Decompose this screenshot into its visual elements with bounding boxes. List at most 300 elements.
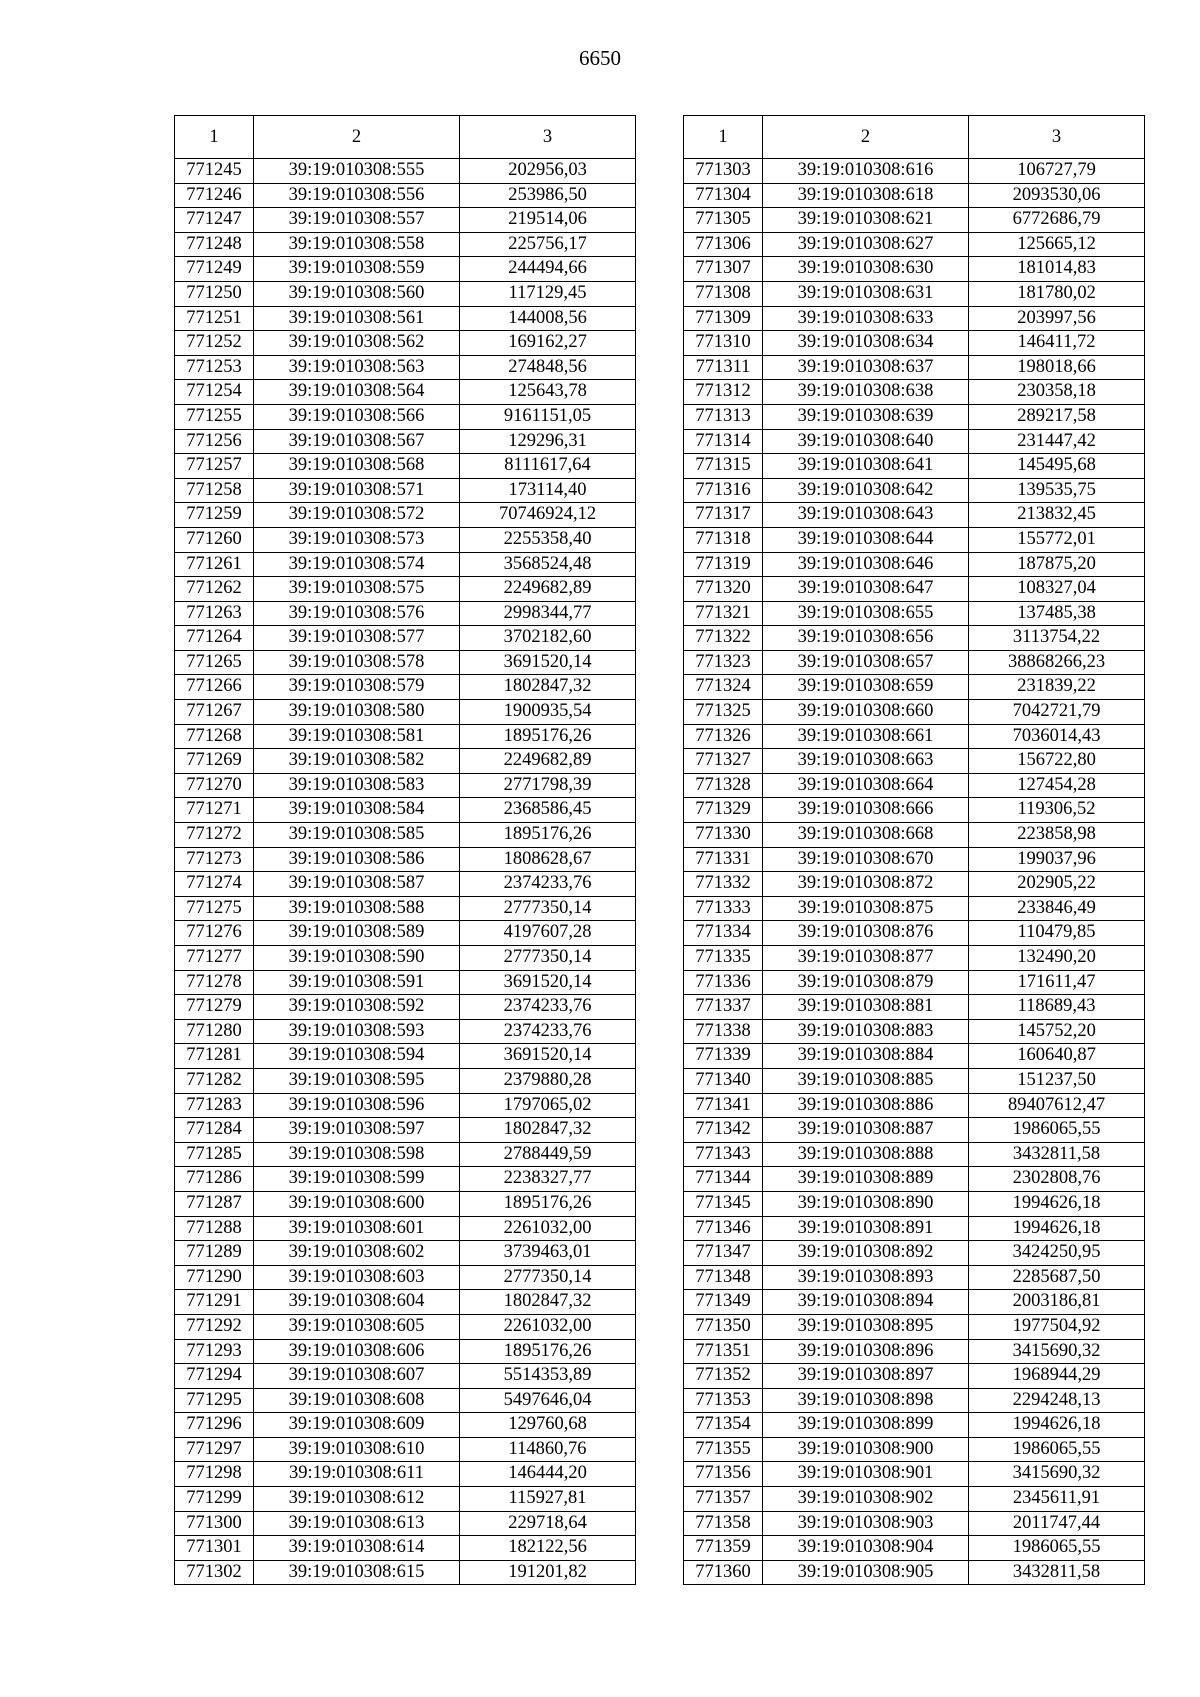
table-row [684, 380, 1145, 405]
table-row [684, 503, 1145, 528]
table-row [684, 1241, 1145, 1266]
value-cell: 2249682,89 [460, 577, 636, 602]
table-row [175, 601, 636, 626]
cadastral-number-cell: 39:19:010308:580 [254, 700, 460, 725]
cadastral-number-cell: 39:19:010308:582 [254, 749, 460, 774]
value-cell: 2261032,00 [460, 1314, 636, 1339]
value-cell: 118689,43 [969, 995, 1145, 1020]
cadastral-number-cell: 39:19:010308:600 [254, 1191, 460, 1216]
table-row [175, 1167, 636, 1192]
value-cell: 114860,76 [460, 1437, 636, 1462]
table-row [684, 798, 1145, 823]
cadastral-number-cell: 39:19:010308:574 [254, 552, 460, 577]
value-cell: 2003186,81 [969, 1290, 1145, 1315]
record-number-cell: 771326 [684, 724, 763, 749]
value-cell: 231839,22 [969, 675, 1145, 700]
cadastral-number-cell: 39:19:010308:577 [254, 626, 460, 651]
record-number-cell: 771340 [684, 1068, 763, 1093]
cadastral-number-cell: 39:19:010308:606 [254, 1339, 460, 1364]
cadastral-number-cell: 39:19:010308:901 [763, 1462, 969, 1487]
record-number-cell: 771344 [684, 1167, 763, 1192]
value-cell: 2345611,91 [969, 1487, 1145, 1512]
value-cell: 198018,66 [969, 355, 1145, 380]
record-number-cell: 771250 [175, 281, 254, 306]
value-cell: 2777350,14 [460, 946, 636, 971]
table-row [684, 749, 1145, 774]
record-number-cell: 771345 [684, 1191, 763, 1216]
record-number-cell: 771292 [175, 1314, 254, 1339]
value-cell: 1802847,32 [460, 1290, 636, 1315]
record-number-cell: 771313 [684, 404, 763, 429]
cadastral-number-cell: 39:19:010308:590 [254, 946, 460, 971]
table-row [175, 749, 636, 774]
cadastral-number-cell: 39:19:010308:902 [763, 1487, 969, 1512]
record-number-cell: 771321 [684, 601, 763, 626]
table-row [684, 1560, 1145, 1585]
value-cell: 156722,80 [969, 749, 1145, 774]
table-header-row [684, 116, 1145, 159]
cadastral-number-cell: 39:19:010308:567 [254, 429, 460, 454]
cadastral-number-cell: 39:19:010308:610 [254, 1437, 460, 1462]
record-number-cell: 771334 [684, 921, 763, 946]
value-cell: 2255358,40 [460, 527, 636, 552]
value-cell: 108327,04 [969, 577, 1145, 602]
record-number-cell: 771360 [684, 1560, 763, 1585]
value-cell: 9161151,05 [460, 404, 636, 429]
cadastral-number-cell: 39:19:010308:579 [254, 675, 460, 700]
value-cell: 3432811,58 [969, 1560, 1145, 1585]
cadastral-number-cell: 39:19:010308:634 [763, 331, 969, 356]
value-cell: 1802847,32 [460, 675, 636, 700]
record-number-cell: 771352 [684, 1364, 763, 1389]
cadastral-number-cell: 39:19:010308:904 [763, 1536, 969, 1561]
cadastral-number-cell: 39:19:010308:572 [254, 503, 460, 528]
value-cell: 7042721,79 [969, 700, 1145, 725]
record-number-cell: 771276 [175, 921, 254, 946]
cadastral-number-cell: 39:19:010308:655 [763, 601, 969, 626]
cadastral-number-cell: 39:19:010308:596 [254, 1093, 460, 1118]
table-row [175, 1044, 636, 1069]
table-row [175, 650, 636, 675]
table-row [684, 306, 1145, 331]
record-number-cell: 771277 [175, 946, 254, 971]
cadastral-number-cell: 39:19:010308:597 [254, 1118, 460, 1143]
table-row [175, 921, 636, 946]
table-row [684, 700, 1145, 725]
record-number-cell: 771337 [684, 995, 763, 1020]
table-row [175, 503, 636, 528]
table-row [175, 1314, 636, 1339]
cadastral-number-cell: 39:19:010308:584 [254, 798, 460, 823]
column-header-1: 1 [175, 116, 254, 159]
record-number-cell: 771299 [175, 1487, 254, 1512]
cadastral-number-cell: 39:19:010308:656 [763, 626, 969, 651]
value-cell: 151237,50 [969, 1068, 1145, 1093]
record-number-cell: 771311 [684, 355, 763, 380]
value-cell: 289217,58 [969, 404, 1145, 429]
table-row [175, 404, 636, 429]
record-number-cell: 771301 [175, 1536, 254, 1561]
value-cell: 115927,81 [460, 1487, 636, 1512]
cadastral-number-cell: 39:19:010308:583 [254, 773, 460, 798]
cadastral-number-cell: 39:19:010308:557 [254, 208, 460, 233]
record-number-cell: 771259 [175, 503, 254, 528]
value-cell: 129296,31 [460, 429, 636, 454]
value-cell: 3568524,48 [460, 552, 636, 577]
record-number-cell: 771258 [175, 478, 254, 503]
value-cell: 1986065,55 [969, 1536, 1145, 1561]
cadastral-number-cell: 39:19:010308:627 [763, 232, 969, 257]
cadastral-number-cell: 39:19:010308:563 [254, 355, 460, 380]
record-number-cell: 771284 [175, 1118, 254, 1143]
cadastral-number-cell: 39:19:010308:898 [763, 1388, 969, 1413]
table-row [175, 1241, 636, 1266]
record-number-cell: 771245 [175, 159, 254, 184]
record-number-cell: 771248 [175, 232, 254, 257]
value-cell: 3415690,32 [969, 1339, 1145, 1364]
value-cell: 244494,66 [460, 257, 636, 282]
table-row [684, 1314, 1145, 1339]
value-cell: 117129,45 [460, 281, 636, 306]
cadastral-number-cell: 39:19:010308:875 [763, 896, 969, 921]
table-header-row [175, 116, 636, 159]
record-number-cell: 771287 [175, 1191, 254, 1216]
record-number-cell: 771291 [175, 1290, 254, 1315]
record-number-cell: 771348 [684, 1265, 763, 1290]
record-number-cell: 771265 [175, 650, 254, 675]
table-row [684, 773, 1145, 798]
record-number-cell: 771246 [175, 183, 254, 208]
value-cell: 1895176,26 [460, 1191, 636, 1216]
cadastral-number-cell: 39:19:010308:642 [763, 478, 969, 503]
table-row [175, 1437, 636, 1462]
table-row [684, 1142, 1145, 1167]
table-row [684, 552, 1145, 577]
table-row [175, 577, 636, 602]
record-number-cell: 771298 [175, 1462, 254, 1487]
record-number-cell: 771304 [684, 183, 763, 208]
cadastral-number-cell: 39:19:010308:640 [763, 429, 969, 454]
value-cell: 2368586,45 [460, 798, 636, 823]
value-cell: 2294248,13 [969, 1388, 1145, 1413]
value-cell: 2238327,77 [460, 1167, 636, 1192]
value-cell: 6772686,79 [969, 208, 1145, 233]
cadastral-number-cell: 39:19:010308:905 [763, 1560, 969, 1585]
value-cell: 2777350,14 [460, 896, 636, 921]
value-cell: 70746924,12 [460, 503, 636, 528]
cadastral-number-cell: 39:19:010308:589 [254, 921, 460, 946]
record-number-cell: 771247 [175, 208, 254, 233]
value-cell: 1986065,55 [969, 1437, 1145, 1462]
record-number-cell: 771261 [175, 552, 254, 577]
record-number-cell: 771338 [684, 1019, 763, 1044]
record-number-cell: 771263 [175, 601, 254, 626]
record-number-cell: 771314 [684, 429, 763, 454]
value-cell: 144008,56 [460, 306, 636, 331]
table-row [175, 1388, 636, 1413]
table-row [175, 946, 636, 971]
value-cell: 119306,52 [969, 798, 1145, 823]
table-row [175, 355, 636, 380]
record-number-cell: 771335 [684, 946, 763, 971]
table-row [175, 306, 636, 331]
record-number-cell: 771318 [684, 527, 763, 552]
cadastral-number-cell: 39:19:010308:887 [763, 1118, 969, 1143]
table-row [175, 1142, 636, 1167]
table-row [175, 454, 636, 479]
table-row [684, 896, 1145, 921]
cadastral-number-cell: 39:19:010308:892 [763, 1241, 969, 1266]
table-row [684, 1437, 1145, 1462]
value-cell: 274848,56 [460, 355, 636, 380]
value-cell: 145495,68 [969, 454, 1145, 479]
record-number-cell: 771309 [684, 306, 763, 331]
value-cell: 38868266,23 [969, 650, 1145, 675]
record-number-cell: 771330 [684, 823, 763, 848]
cadastral-number-cell: 39:19:010308:559 [254, 257, 460, 282]
cadastral-number-cell: 39:19:010308:899 [763, 1413, 969, 1438]
table-row [684, 1068, 1145, 1093]
value-cell: 2374233,76 [460, 1019, 636, 1044]
cadastral-number-cell: 39:19:010308:639 [763, 404, 969, 429]
table-row [175, 1511, 636, 1536]
cadastral-number-cell: 39:19:010308:566 [254, 404, 460, 429]
value-cell: 106727,79 [969, 159, 1145, 184]
table-row [175, 773, 636, 798]
record-number-cell: 771350 [684, 1314, 763, 1339]
cadastral-number-cell: 39:19:010308:666 [763, 798, 969, 823]
record-number-cell: 771307 [684, 257, 763, 282]
cadastral-number-cell: 39:19:010308:886 [763, 1093, 969, 1118]
value-cell: 233846,49 [969, 896, 1145, 921]
cadastral-number-cell: 39:19:010308:612 [254, 1487, 460, 1512]
record-number-cell: 771358 [684, 1511, 763, 1536]
value-cell: 1895176,26 [460, 823, 636, 848]
cadastral-number-cell: 39:19:010308:571 [254, 478, 460, 503]
cadastral-number-cell: 39:19:010308:668 [763, 823, 969, 848]
value-cell: 2998344,77 [460, 601, 636, 626]
cadastral-number-cell: 39:19:010308:646 [763, 552, 969, 577]
table-row [684, 454, 1145, 479]
cadastral-number-cell: 39:19:010308:605 [254, 1314, 460, 1339]
cadastral-number-cell: 39:19:010308:604 [254, 1290, 460, 1315]
record-number-cell: 771319 [684, 552, 763, 577]
value-cell: 4197607,28 [460, 921, 636, 946]
record-number-cell: 771266 [175, 675, 254, 700]
table-row [684, 1536, 1145, 1561]
table-row [175, 724, 636, 749]
value-cell: 7036014,43 [969, 724, 1145, 749]
table-row [684, 1487, 1145, 1512]
record-number-cell: 771289 [175, 1241, 254, 1266]
cadastral-number-cell: 39:19:010308:602 [254, 1241, 460, 1266]
record-number-cell: 771343 [684, 1142, 763, 1167]
value-cell: 219514,06 [460, 208, 636, 233]
table-row [684, 577, 1145, 602]
record-number-cell: 771297 [175, 1437, 254, 1462]
record-number-cell: 771267 [175, 700, 254, 725]
cadastral-number-cell: 39:19:010308:561 [254, 306, 460, 331]
value-cell: 231447,42 [969, 429, 1145, 454]
cadastral-number-cell: 39:19:010308:586 [254, 847, 460, 872]
table-row [175, 478, 636, 503]
table-row [684, 1191, 1145, 1216]
cadastral-number-cell: 39:19:010308:576 [254, 601, 460, 626]
value-cell: 89407612,47 [969, 1093, 1145, 1118]
cadastral-number-cell: 39:19:010308:595 [254, 1068, 460, 1093]
value-cell: 223858,98 [969, 823, 1145, 848]
record-number-cell: 771341 [684, 1093, 763, 1118]
cadastral-number-cell: 39:19:010308:893 [763, 1265, 969, 1290]
record-number-cell: 771342 [684, 1118, 763, 1143]
cadastral-number-cell: 39:19:010308:872 [763, 872, 969, 897]
table-row [175, 896, 636, 921]
table-row [684, 724, 1145, 749]
record-number-cell: 771331 [684, 847, 763, 872]
table-row [684, 1290, 1145, 1315]
value-cell: 3424250,95 [969, 1241, 1145, 1266]
table-row [684, 1118, 1145, 1143]
value-cell: 229718,64 [460, 1511, 636, 1536]
cadastral-number-cell: 39:19:010308:631 [763, 281, 969, 306]
value-cell: 202956,03 [460, 159, 636, 184]
record-number-cell: 771332 [684, 872, 763, 897]
value-cell: 202905,22 [969, 872, 1145, 897]
cadastral-number-cell: 39:19:010308:877 [763, 946, 969, 971]
cadastral-number-cell: 39:19:010308:884 [763, 1044, 969, 1069]
table-row [684, 257, 1145, 282]
value-cell: 2302808,76 [969, 1167, 1145, 1192]
cadastral-number-cell: 39:19:010308:607 [254, 1364, 460, 1389]
value-cell: 3739463,01 [460, 1241, 636, 1266]
table-row [684, 1339, 1145, 1364]
value-cell: 146411,72 [969, 331, 1145, 356]
table-row [684, 847, 1145, 872]
record-number-cell: 771351 [684, 1339, 763, 1364]
value-cell: 181014,83 [969, 257, 1145, 282]
table-row [175, 159, 636, 184]
cadastral-number-cell: 39:19:010308:592 [254, 995, 460, 1020]
cadastral-number-cell: 39:19:010308:608 [254, 1388, 460, 1413]
value-cell: 132490,20 [969, 946, 1145, 971]
value-cell: 2771798,39 [460, 773, 636, 798]
value-cell: 2093530,06 [969, 183, 1145, 208]
record-number-cell: 771256 [175, 429, 254, 454]
record-number-cell: 771275 [175, 896, 254, 921]
value-cell: 169162,27 [460, 331, 636, 356]
table-row [175, 872, 636, 897]
record-number-cell: 771262 [175, 577, 254, 602]
value-cell: 145752,20 [969, 1019, 1145, 1044]
table-row [684, 921, 1145, 946]
table-row [684, 478, 1145, 503]
table-row [684, 527, 1145, 552]
table-row [175, 1462, 636, 1487]
table-row [684, 1511, 1145, 1536]
cadastral-number-cell: 39:19:010308:894 [763, 1290, 969, 1315]
record-number-cell: 771271 [175, 798, 254, 823]
cadastral-number-cell: 39:19:010308:661 [763, 724, 969, 749]
table-row [684, 208, 1145, 233]
table-row [684, 1044, 1145, 1069]
record-number-cell: 771255 [175, 404, 254, 429]
table-row [175, 232, 636, 257]
cadastral-number-cell: 39:19:010308:664 [763, 773, 969, 798]
table-row [175, 429, 636, 454]
record-number-cell: 771274 [175, 872, 254, 897]
record-number-cell: 771323 [684, 650, 763, 675]
cadastral-number-cell: 39:19:010308:883 [763, 1019, 969, 1044]
value-cell: 1808628,67 [460, 847, 636, 872]
table-row [175, 1339, 636, 1364]
record-number-cell: 771336 [684, 970, 763, 995]
cadastral-number-cell: 39:19:010308:560 [254, 281, 460, 306]
value-cell: 213832,45 [969, 503, 1145, 528]
table-row [175, 1068, 636, 1093]
cadastral-number-cell: 39:19:010308:903 [763, 1511, 969, 1536]
value-cell: 8111617,64 [460, 454, 636, 479]
cadastral-number-cell: 39:19:010308:609 [254, 1413, 460, 1438]
record-number-cell: 771339 [684, 1044, 763, 1069]
table-row [175, 1019, 636, 1044]
table-row [175, 1118, 636, 1143]
record-number-cell: 771252 [175, 331, 254, 356]
record-number-cell: 771347 [684, 1241, 763, 1266]
record-number-cell: 771324 [684, 675, 763, 700]
value-cell: 3702182,60 [460, 626, 636, 651]
table-row [684, 1265, 1145, 1290]
column-header-3: 3 [969, 116, 1145, 159]
table-row [684, 404, 1145, 429]
record-number-cell: 771282 [175, 1068, 254, 1093]
cadastral-number-cell: 39:19:010308:587 [254, 872, 460, 897]
record-number-cell: 771296 [175, 1413, 254, 1438]
record-number-cell: 771272 [175, 823, 254, 848]
table-row [684, 1413, 1145, 1438]
value-cell: 155772,01 [969, 527, 1145, 552]
cadastral-number-cell: 39:19:010308:615 [254, 1560, 460, 1585]
table-row [684, 995, 1145, 1020]
cadastral-number-cell: 39:19:010308:670 [763, 847, 969, 872]
value-cell: 1994626,18 [969, 1191, 1145, 1216]
record-number-cell: 771316 [684, 478, 763, 503]
cadastral-number-cell: 39:19:010308:618 [763, 183, 969, 208]
record-number-cell: 771328 [684, 773, 763, 798]
cadastral-number-cell: 39:19:010308:621 [763, 208, 969, 233]
cadastral-number-cell: 39:19:010308:663 [763, 749, 969, 774]
record-number-cell: 771270 [175, 773, 254, 798]
value-cell: 2374233,76 [460, 995, 636, 1020]
table-row [684, 331, 1145, 356]
value-cell: 1977504,92 [969, 1314, 1145, 1339]
value-cell: 137485,38 [969, 601, 1145, 626]
table-row [175, 1560, 636, 1585]
cadastral-number-cell: 39:19:010308:562 [254, 331, 460, 356]
table-row [175, 1290, 636, 1315]
table-row [175, 552, 636, 577]
record-number-cell: 771260 [175, 527, 254, 552]
value-cell: 5514353,89 [460, 1364, 636, 1389]
record-number-cell: 771317 [684, 503, 763, 528]
record-number-cell: 771264 [175, 626, 254, 651]
record-number-cell: 771329 [684, 798, 763, 823]
record-number-cell: 771327 [684, 749, 763, 774]
table-row [684, 970, 1145, 995]
record-number-cell: 771254 [175, 380, 254, 405]
cadastral-number-cell: 39:19:010308:660 [763, 700, 969, 725]
cadastral-number-cell: 39:19:010308:881 [763, 995, 969, 1020]
value-cell: 1802847,32 [460, 1118, 636, 1143]
